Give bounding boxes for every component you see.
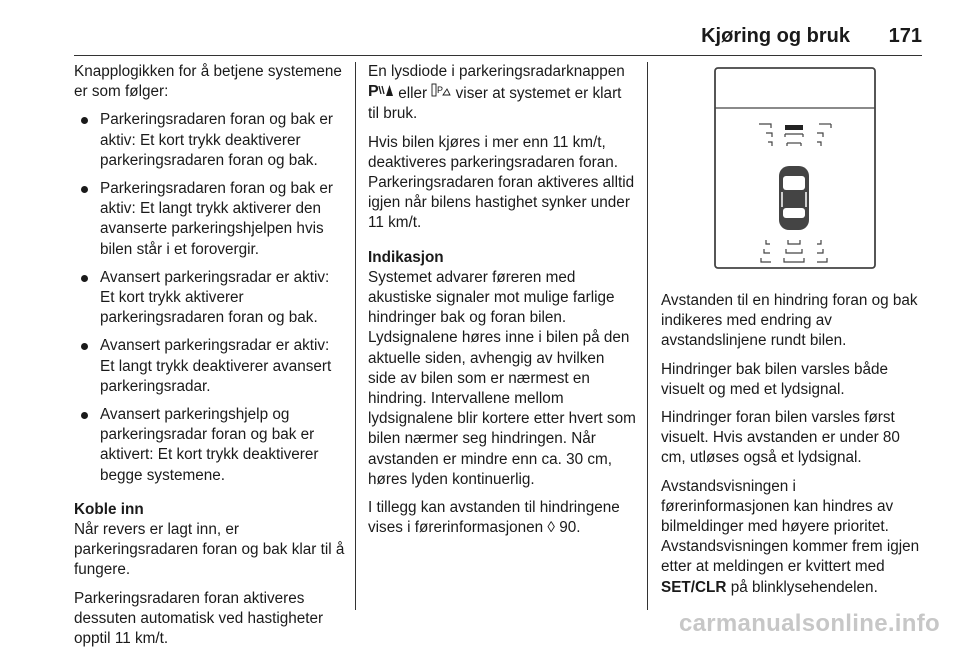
list-item: Parkeringsradaren foran og bak er aktiv: Et kort trykk deaktiverer parkeringsradaren foran og bak. [74, 110, 346, 171]
list-item: Parkeringsradaren foran og bak er aktiv: Et langt trykk aktiverer den avanserte parkeringshjelpen hvis bilen står i et forovergir. [74, 179, 346, 260]
list-item: Avansert parkeringsradar er aktiv: Et kort trykk aktiverer parkeringsradaren foran og bak. [74, 268, 346, 329]
column-3 [661, 291, 927, 606]
heading-indikasjon: Indikasjon [368, 248, 444, 266]
car-icon [779, 166, 809, 230]
list-item: Avansert parkeringsradar er aktiv: Et langt trykk deaktiverer avansert parkeringsradar. [74, 336, 346, 397]
heading-koble-inn: Koble inn [74, 500, 144, 518]
paragraph: Parkeringsradaren foran aktiveres dessuten automatisk ved hastigheter opptil 11 km/t. [74, 589, 324, 648]
header-divider [74, 55, 922, 56]
paragraph: Systemet advarer føreren med akustiske signaler mot mulige farlige hindringer bak og foran bilen. Lydsignalene høres inne i bilen på den aktuelle siden, avhengig av hvilken side av bilen som er nærmest en hindring. Intervallene mellom lydsignalene blir kortere etter hvert som bilen nærmer seg hindringen. Når avstanden er mindre enn ca. 30 cm, høres lyden kontinuerlig. [368, 268, 636, 488]
parking-display-illustration [661, 62, 927, 278]
set-clr-label: SET/CLR [661, 578, 727, 596]
paragraph: Hvis bilen kjøres i mer enn 11 km/t, deaktiveres parkeringsradaren foran. Parkeringsradaren foran aktiveres alltid igjen når bilens hastighet synker under 11 km/t. [368, 133, 635, 232]
page-header [0, 22, 960, 52]
svg-text:P: P [437, 85, 444, 96]
advanced-parking-assist-icon [431, 82, 451, 98]
paragraph-led: En lysdiode i parkeringsradarknappen P eller P viser at systemet er klart til bruk. [368, 63, 625, 123]
paragraph: Når revers er lagt inn, er parkeringsradaren foran og bak klar til å fungere. [74, 521, 345, 579]
column-divider-1 [355, 62, 356, 610]
column-divider-2 [647, 62, 648, 610]
page-reference-link[interactable]: 90. [559, 519, 581, 537]
section-title: Kjøring og bruk [701, 25, 850, 47]
page-number: 171 [888, 25, 922, 47]
paragraph: Hindringer foran bilen varsles først visuelt. Hvis avstanden er under 80 cm, utløses også et lydsignal. [661, 409, 900, 467]
parking-display-graphic [661, 62, 927, 278]
watermark: carmanualsonline.info [678, 610, 940, 637]
intro-text: Knapplogikken for å betjene systemene er som følger: [74, 63, 342, 101]
list-item: Avansert parkeringshjelp og parkeringsradar foran og bak er aktivert: Et kort trykk deaktiverer begge systemene. [74, 405, 346, 486]
paragraph: Avstanden til en hindring foran og bak indikeres med endring av avstandslinjene rundt bilen. [661, 292, 918, 350]
column-2 [368, 62, 636, 546]
paragraph: Hindringer bak bilen varsles både visuelt og med et lydsignal. [661, 360, 889, 398]
paragraph-reference: I tillegg kan avstanden til hindringene vises i førerinformasjonen ◊ 90. [368, 499, 620, 537]
paragraph-set-clr: Avstandsvisningen i førerinformasjonen kan hindres av bilmeldinger med høyere prioritet. Avstandsvisningen kommer frem igjen etter at meldingen er kvittert med SET/CLR på blinklysehendelen. [661, 477, 920, 596]
parking-radar-icon [368, 82, 394, 98]
page-reference-icon: ◊ [547, 519, 555, 537]
column-1 [74, 62, 346, 657]
button-logic-list [74, 110, 346, 485]
svg-text:P: P [368, 83, 379, 99]
